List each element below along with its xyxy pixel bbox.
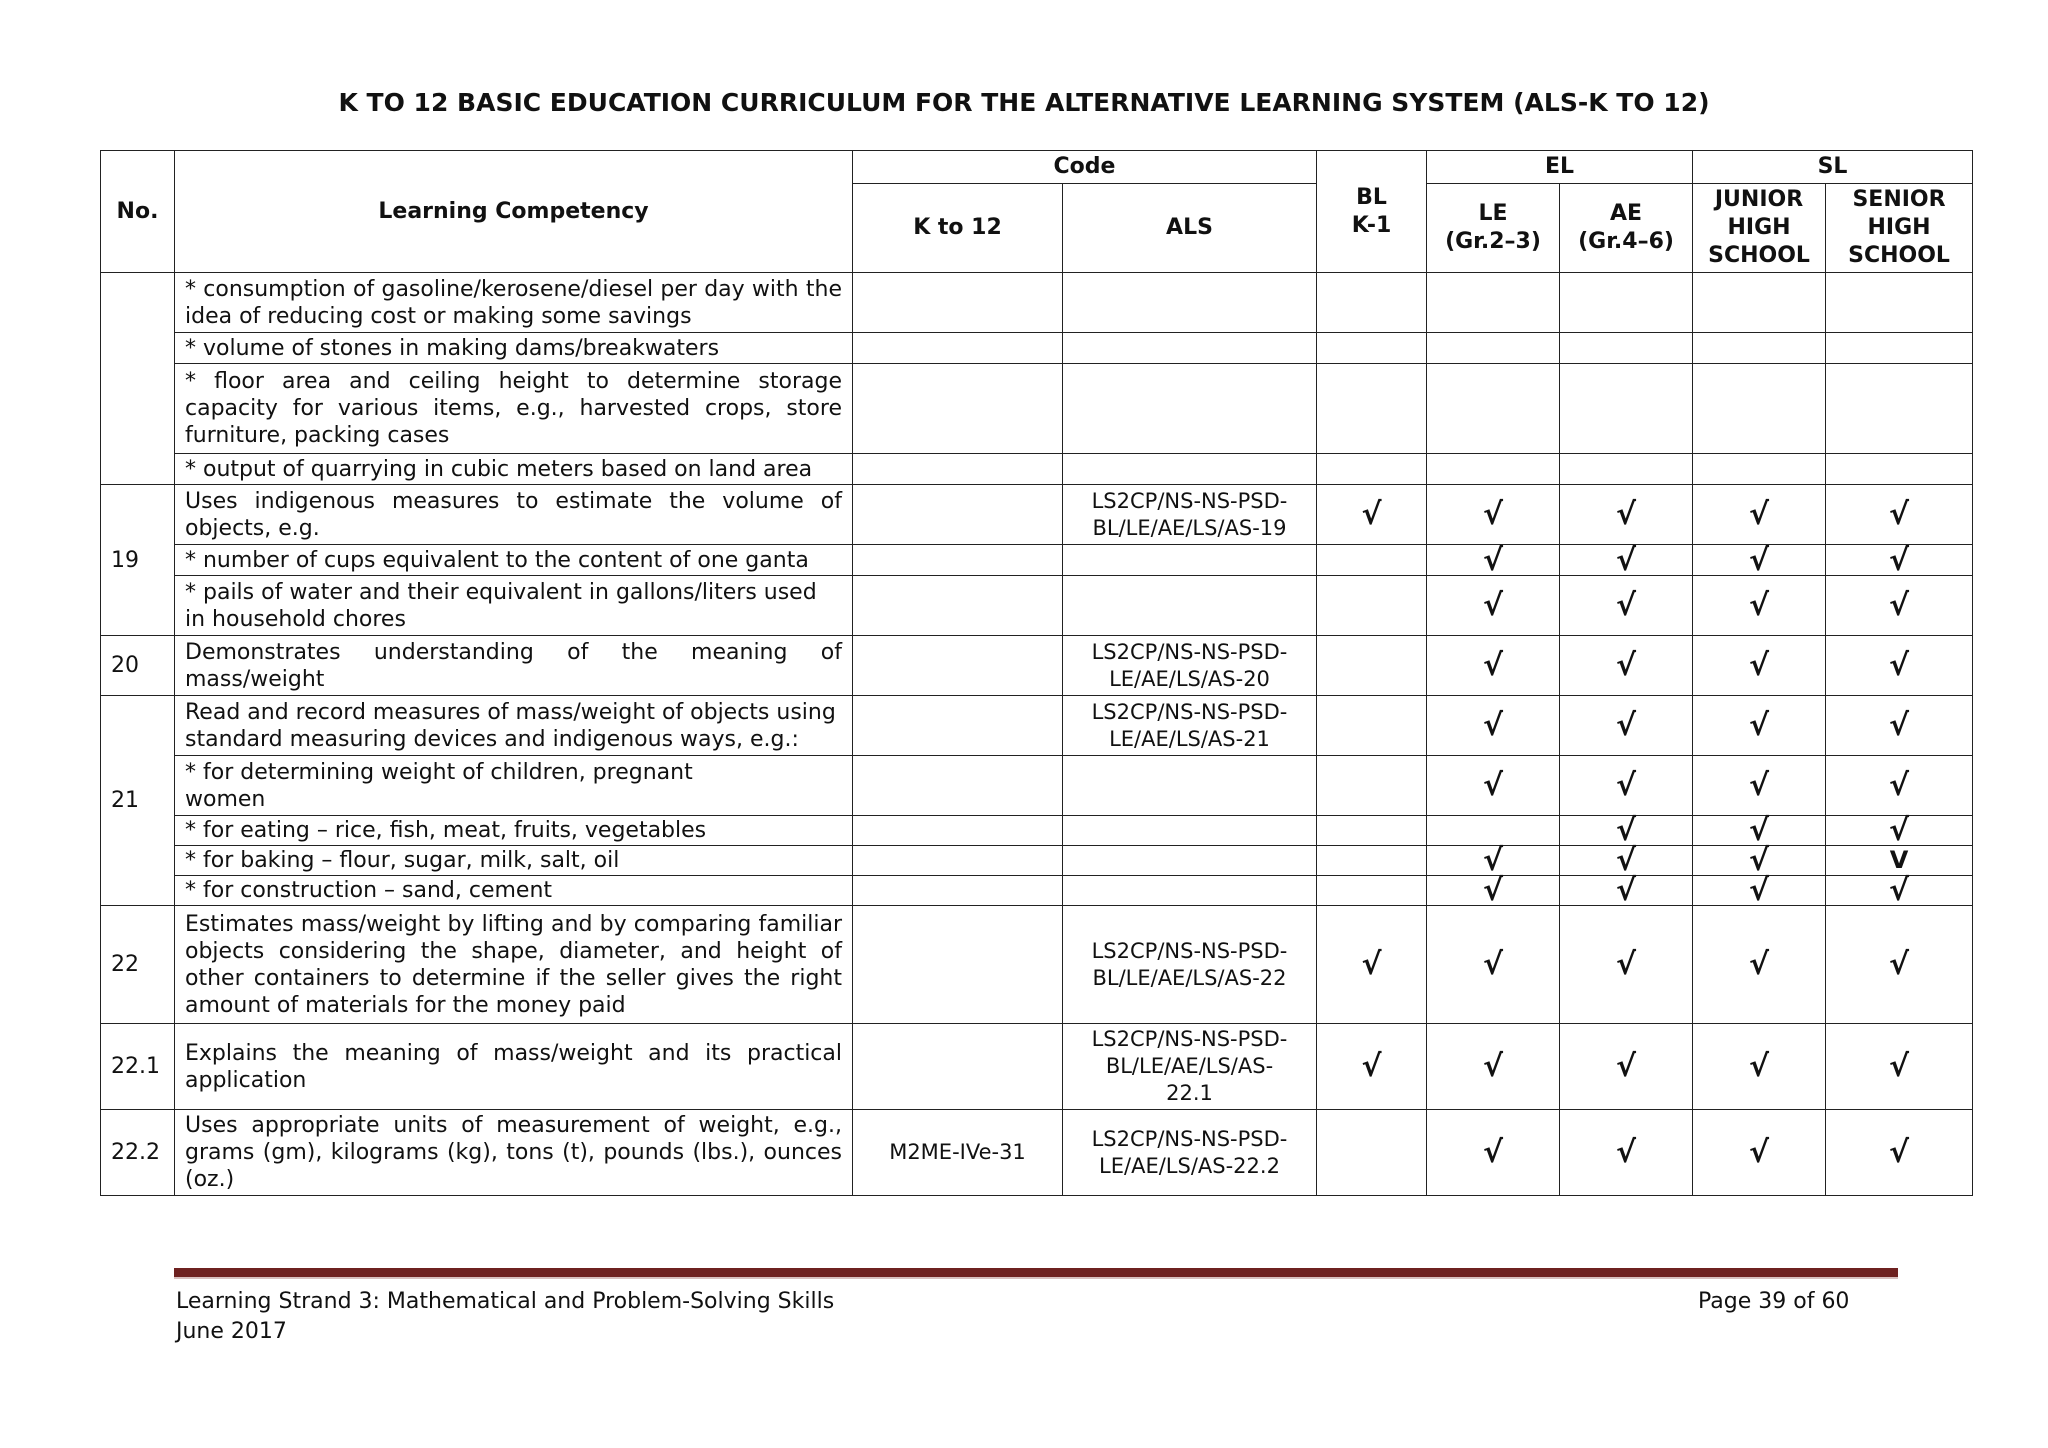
als-code-line: LS2CP/NS-NS-PSD- <box>1091 639 1288 664</box>
check-mark-shs: √ <box>1826 1110 1973 1196</box>
header-shs-1: SENIOR <box>1852 187 1946 212</box>
header-ae <box>1560 184 1693 273</box>
footer-strand: Learning Strand 3: Mathematical and Problem-Solving Skills <box>176 1289 835 1314</box>
check-mark-jhs: √ <box>1693 906 1826 1024</box>
als-code-line: LS2CP/NS-NS-PSD- <box>1091 1126 1288 1151</box>
check-mark-le: √ <box>1427 1024 1560 1110</box>
row-number: 20 <box>101 636 175 696</box>
competency-cell: * for baking – flour, sugar, milk, salt, oil <box>175 846 853 876</box>
check-mark-shs: √ <box>1826 816 1973 846</box>
table-row <box>101 756 1973 816</box>
table-row <box>101 454 1973 485</box>
table-row <box>101 364 1973 454</box>
check-mark-jhs: √ <box>1693 1024 1826 1110</box>
check-mark-le: √ <box>1427 1110 1560 1196</box>
check-mark-shs: √ <box>1826 545 1973 576</box>
check-mark-ae: √ <box>1560 636 1693 696</box>
check-mark-ae: √ <box>1560 1024 1693 1110</box>
row-number: 22.2 <box>101 1110 175 1196</box>
check-mark-jhs: √ <box>1693 846 1826 876</box>
header-als: ALS <box>1063 184 1317 273</box>
footer-divider <box>174 1268 1898 1279</box>
check-mark-ae: √ <box>1560 485 1693 545</box>
check-mark-ae: √ <box>1560 1110 1693 1196</box>
header-jhs-3: SCHOOL <box>1708 243 1810 268</box>
check-mark-jhs: √ <box>1693 756 1826 816</box>
check-mark-shs: √ <box>1826 906 1973 1024</box>
check-mark-le: √ <box>1427 545 1560 576</box>
header-el: EL <box>1427 151 1693 184</box>
competency-cell: Uses indigenous measures to estimate the volume of objects, e.g. <box>175 485 853 545</box>
check-mark-le: √ <box>1427 485 1560 545</box>
table-row <box>101 1024 1973 1110</box>
footer-left <box>176 1287 834 1347</box>
table-row <box>101 576 1973 636</box>
competency-cell: Estimates mass/weight by lifting and by comparing familiar objects considering the shape, diameter, and height of other containers to determine if the seller gives the right amount of materials for the money paid <box>175 906 853 1024</box>
check-mark-shs: √ <box>1826 485 1973 545</box>
competency-cell: Demonstrates understanding of the meaning of mass/weight <box>175 636 853 696</box>
competency-cell: * consumption of gasoline/kerosene/diesel per day with the idea of reducing cost or making some savings <box>175 273 853 333</box>
check-mark-jhs: √ <box>1693 545 1826 576</box>
competency-line: women <box>185 786 266 812</box>
competency-cell: * for construction – sand, cement <box>175 876 853 906</box>
check-mark-jhs: √ <box>1693 1110 1826 1196</box>
check-mark-ae: √ <box>1560 846 1693 876</box>
table-row <box>101 906 1973 1024</box>
competency-cell: * output of quarrying in cubic meters based on land area <box>175 454 853 485</box>
header-competency: Learning Competency <box>175 151 853 273</box>
als-code-line: BL/LE/AE/LS/AS- <box>1105 1054 1274 1078</box>
curriculum-table <box>100 150 1973 1196</box>
table-row <box>101 545 1973 576</box>
check-mark-jhs: √ <box>1693 876 1826 906</box>
check-mark-le: √ <box>1427 906 1560 1024</box>
check-mark-le: √ <box>1427 576 1560 636</box>
table-row <box>101 273 1973 333</box>
row-number: 19 <box>101 485 175 636</box>
check-mark-shs: √ <box>1826 1024 1973 1110</box>
als-code-line: LS2CP/NS-NS-PSD- <box>1091 938 1288 963</box>
competency-cell: * for eating – rice, fish, meat, fruits, vegetables <box>175 816 853 846</box>
header-jhs <box>1693 184 1826 273</box>
header-no: No. <box>101 151 175 273</box>
table-row <box>101 816 1973 846</box>
als-code <box>1063 1024 1317 1110</box>
row-number: 22 <box>101 906 175 1024</box>
competency-cell: * floor area and ceiling height to determine storage capacity for various items, e.g., harvested crops, store furniture, packing cases <box>175 364 853 454</box>
header-sl: SL <box>1693 151 1973 184</box>
als-code-line: LS2CP/NS-NS-PSD- <box>1091 1027 1288 1051</box>
header-shs <box>1826 184 1973 273</box>
header-ae-label: AE <box>1609 201 1643 226</box>
row-number: 22.1 <box>101 1024 175 1110</box>
als-code-line: LE/AE/LS/AS-20 <box>1109 666 1270 691</box>
check-mark-jhs: √ <box>1693 816 1826 846</box>
als-code <box>1063 1110 1317 1196</box>
check-mark-bl: √ <box>1317 485 1427 545</box>
als-code <box>1063 906 1317 1024</box>
competency-cell: * volume of stones in making dams/breakwaters <box>175 333 853 364</box>
check-mark-ae: √ <box>1560 576 1693 636</box>
document-title: K TO 12 BASIC EDUCATION CURRICULUM FOR THE ALTERNATIVE LEARNING SYSTEM (ALS-K TO 12) <box>338 88 1710 117</box>
competency-cell: Uses appropriate units of measurement of weight, e.g., grams (gm), kilograms (kg), tons (t), pounds (lbs.), ounces (oz.) <box>175 1110 853 1196</box>
header-bl-label: BL <box>1356 184 1387 210</box>
check-mark-bl: √ <box>1317 1024 1427 1110</box>
als-code-line: 22.1 <box>1166 1081 1213 1105</box>
header-k12: K to 12 <box>853 184 1063 273</box>
table-row <box>101 333 1973 364</box>
footer-page-number: Page 39 of 60 <box>1698 1289 1850 1314</box>
als-code-line: LE/AE/LS/AS-21 <box>1109 726 1270 751</box>
competency-cell: Explains the meaning of mass/weight and its practical application <box>175 1024 853 1110</box>
k12-code: M2ME-IVe-31 <box>853 1110 1063 1196</box>
check-mark-jhs: √ <box>1693 576 1826 636</box>
check-mark-shs: √ <box>1826 756 1973 816</box>
als-code <box>1063 696 1317 756</box>
header-shs-2: HIGH <box>1867 215 1931 240</box>
check-mark-bl: √ <box>1317 906 1427 1024</box>
check-mark-ae: √ <box>1560 816 1693 846</box>
competency-cell: Read and record measures of mass/weight of objects using standard measuring devices and indigenous ways, e.g.: <box>175 696 853 756</box>
footer-date: June 2017 <box>176 1319 287 1344</box>
table-row <box>101 485 1973 545</box>
table-row <box>101 846 1973 876</box>
table-row <box>101 696 1973 756</box>
table-row <box>101 1110 1973 1196</box>
header-ae-sub: (Gr.4–6) <box>1578 229 1674 254</box>
check-mark-ae: √ <box>1560 906 1693 1024</box>
als-code-line: BL/LE/AE/LS/AS-19 <box>1092 515 1287 540</box>
header-shs-3: SCHOOL <box>1848 243 1950 268</box>
check-mark-ae: √ <box>1560 876 1693 906</box>
check-mark-le: √ <box>1427 696 1560 756</box>
header-bl <box>1317 151 1427 273</box>
check-mark-le: √ <box>1427 636 1560 696</box>
header-le-sub: (Gr.2–3) <box>1445 229 1541 254</box>
check-mark-shs: √ <box>1826 576 1973 636</box>
als-code-line: BL/LE/AE/LS/AS-22 <box>1092 965 1287 990</box>
competency-cell <box>175 756 853 816</box>
header-le-label: LE <box>1478 201 1508 226</box>
table-row <box>101 636 1973 696</box>
check-mark-ae: √ <box>1560 756 1693 816</box>
check-mark-le: √ <box>1427 756 1560 816</box>
row-number: 21 <box>101 696 175 906</box>
als-code <box>1063 636 1317 696</box>
als-code-line: LE/AE/LS/AS-22.2 <box>1099 1153 1280 1178</box>
check-mark-shs: √ <box>1826 636 1973 696</box>
header-jhs-2: HIGH <box>1727 215 1791 240</box>
check-mark-le: √ <box>1427 876 1560 906</box>
check-mark-ae: √ <box>1560 545 1693 576</box>
check-mark-jhs: √ <box>1693 485 1826 545</box>
header-code: Code <box>853 151 1317 184</box>
competency-cell: * number of cups equivalent to the content of one ganta <box>175 545 853 576</box>
competency-cell: * pails of water and their equivalent in gallons/liters used in household chores <box>175 576 853 636</box>
competency-line: * for determining weight of children, pregnant <box>185 759 693 785</box>
header-jhs-1: JUNIOR <box>1714 187 1804 212</box>
check-mark-shs: V <box>1826 846 1973 876</box>
table-row <box>101 876 1973 906</box>
als-code-line: LS2CP/NS-NS-PSD- <box>1091 699 1288 724</box>
als-code <box>1063 485 1317 545</box>
check-mark-jhs: √ <box>1693 696 1826 756</box>
check-mark-ae: √ <box>1560 696 1693 756</box>
check-mark-shs: √ <box>1826 696 1973 756</box>
header-le <box>1427 184 1560 273</box>
row-number-empty <box>101 273 175 485</box>
als-code-line: LS2CP/NS-NS-PSD- <box>1091 488 1288 513</box>
check-mark-le: √ <box>1427 846 1560 876</box>
check-mark-shs: √ <box>1826 876 1973 906</box>
header-bl-sub: K-1 <box>1351 212 1392 238</box>
check-mark-jhs: √ <box>1693 636 1826 696</box>
